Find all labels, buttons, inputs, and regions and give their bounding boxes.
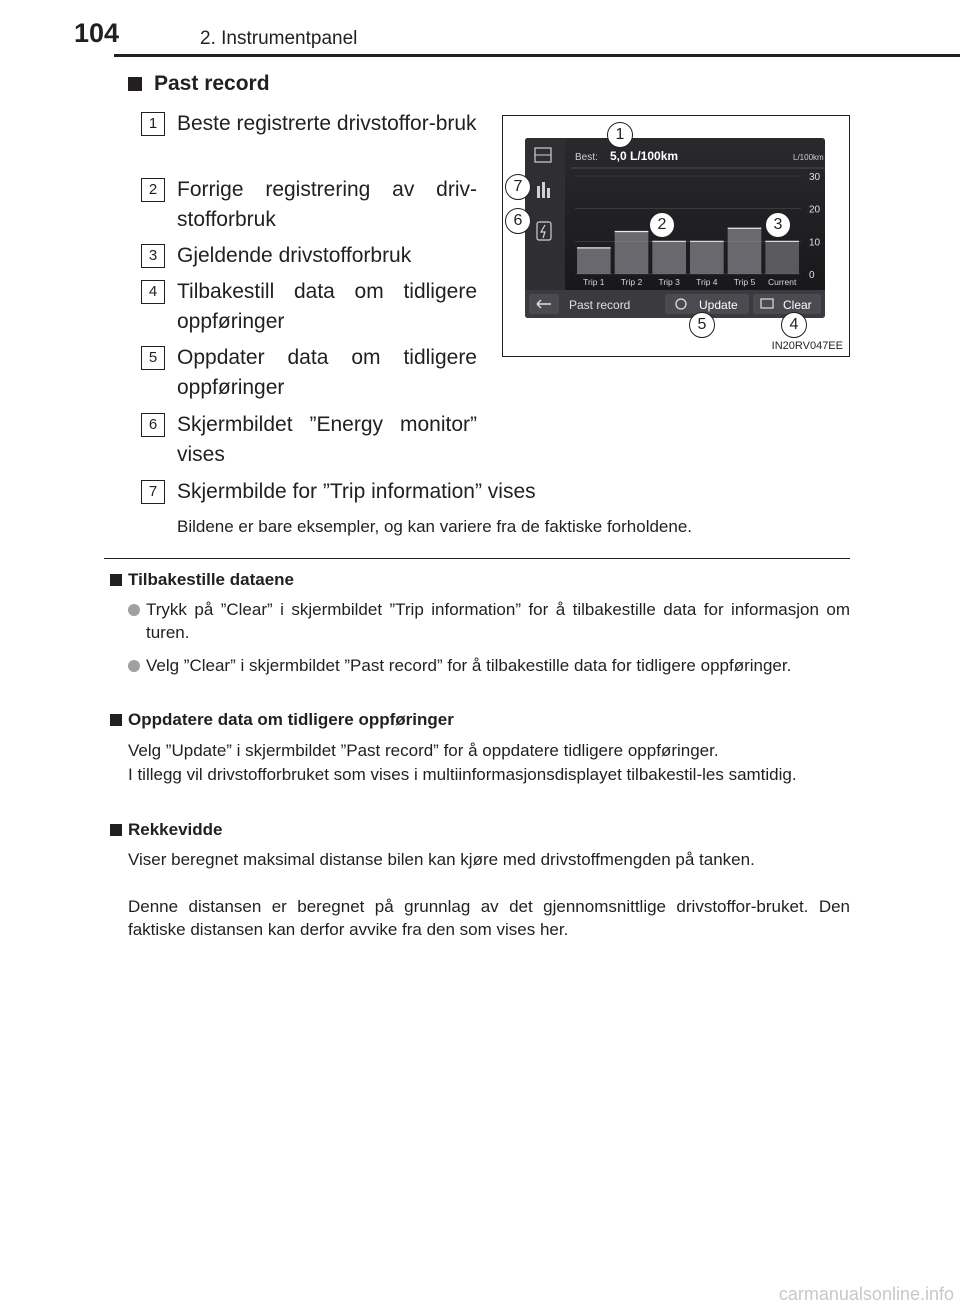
item-number: 1 <box>141 112 165 136</box>
list-item <box>141 410 477 470</box>
past-record-figure <box>502 115 850 357</box>
square-bullet-icon <box>110 714 122 726</box>
x-tick-label: Trip 3 <box>658 277 680 287</box>
update-line-2: I tillegg vil drivstofforbruket som vises i multiinformasjonsdisplayet tilbakestil-les samtidig. <box>128 765 797 784</box>
bullet-text: Trykk på ”Clear” i skjermbildet ”Trip information” for å tilbakestille data for informasjon om turen. <box>146 600 850 642</box>
bullet-dot-icon <box>128 604 140 616</box>
range-paragraph-1: Viser beregnet maksimal distanse bilen kan kjøre med drivstoffmengden på tanken. <box>128 850 755 869</box>
x-tick-label: Trip 4 <box>696 277 718 287</box>
unit-label: L/100km <box>793 153 824 162</box>
header-rule <box>114 54 960 57</box>
bullet-item <box>128 598 850 644</box>
past-record-heading <box>128 72 270 96</box>
range-paragraph-2: Denne distansen er beregnet på grunnlag av det gjennomsnittlige drivstoffor-bruket. Den faktiske distansen kan derfor avvike fra den som vises her. <box>128 897 850 939</box>
range-title: Rekkevidde <box>128 820 223 839</box>
list-item <box>141 343 477 403</box>
update-title: Oppdatere data om tidligere oppføringer <box>128 710 454 729</box>
callout-5: 5 <box>689 312 715 338</box>
square-bullet-icon <box>110 824 122 836</box>
section-divider <box>104 558 850 559</box>
item-number: 2 <box>141 178 165 202</box>
y-tick-label: 10 <box>809 237 821 249</box>
item-number: 7 <box>141 480 165 504</box>
reset-heading <box>110 570 294 590</box>
x-tick-label: Trip 1 <box>583 277 605 287</box>
list-item <box>141 175 477 235</box>
range-heading <box>110 820 223 840</box>
update-line-1: Velg ”Update” i skjermbildet ”Past record” for å oppdatere tidligere oppføringer. <box>128 741 719 760</box>
list-item <box>141 277 477 337</box>
figure-code: IN20RV047EE <box>771 340 843 352</box>
reset-title: Tilbakestille dataene <box>128 570 294 589</box>
example-note: Bildene er bare eksempler, og kan variere fra de faktiske forholdene. <box>177 517 693 536</box>
item-text: Beste registrerte drivstoffor-bruk <box>177 112 477 135</box>
x-tick-label: Trip 2 <box>620 277 643 287</box>
left-rail <box>525 138 565 290</box>
item-number: 3 <box>141 244 165 268</box>
bar <box>577 248 611 274</box>
bar <box>765 241 799 274</box>
chapter-title: 2. Instrumentpanel <box>200 28 358 49</box>
item-text: Skjermbildet ”Energy monitor” vises <box>177 413 477 466</box>
square-bullet-icon <box>110 574 122 586</box>
item-number: 6 <box>141 413 165 437</box>
update-button[interactable] <box>665 294 749 314</box>
past-record-title: Past record <box>154 72 270 95</box>
clear-button[interactable] <box>753 294 821 314</box>
back-button[interactable] <box>529 294 559 314</box>
square-bullet-icon <box>128 77 142 91</box>
callout-1: 1 <box>607 122 633 148</box>
best-label: Best: <box>575 152 598 163</box>
item-number: 4 <box>141 280 165 304</box>
item-text: Forrige registrering av driv-stofforbruk <box>177 178 477 231</box>
x-tick-label: Trip 5 <box>733 277 756 287</box>
item-text: Skjermbilde for ”Trip information” vises <box>177 480 536 503</box>
screen-title: Past record <box>569 298 631 312</box>
bullet-item <box>128 654 850 677</box>
list-item <box>141 241 477 271</box>
bar <box>690 241 724 274</box>
item-number: 5 <box>141 346 165 370</box>
update-heading <box>110 710 454 730</box>
watermark: carmanualsonline.info <box>778 1284 954 1304</box>
bar <box>652 241 686 274</box>
bar <box>615 232 649 274</box>
update-label: Update <box>699 298 738 312</box>
page-number: 104 <box>74 18 120 48</box>
callout-3: 3 <box>765 212 791 238</box>
x-tick-label: Current <box>767 277 797 287</box>
list-item <box>141 477 777 507</box>
item-text: Oppdater data om tidligere oppføringer <box>177 346 477 399</box>
item-text: Gjeldende drivstofforbruk <box>177 244 412 267</box>
callout-6: 6 <box>505 208 531 234</box>
best-value: 5,0 L/100km <box>610 149 679 163</box>
callout-7: 7 <box>505 174 531 200</box>
item-text: Tilbakestill data om tidligere oppføringer <box>177 280 477 333</box>
bar <box>728 228 762 274</box>
bullet-dot-icon <box>128 660 140 672</box>
callout-4: 4 <box>781 312 807 338</box>
y-tick-label: 0 <box>809 270 815 281</box>
y-tick-label: 30 <box>809 172 821 183</box>
clear-label: Clear <box>783 298 812 312</box>
y-tick-label: 20 <box>809 204 821 216</box>
bullet-text: Velg ”Clear” i skjermbildet ”Past record” for å tilbakestille data for tidligere oppføringer. <box>146 656 792 675</box>
callout-2: 2 <box>649 212 675 238</box>
list-item <box>141 109 477 139</box>
